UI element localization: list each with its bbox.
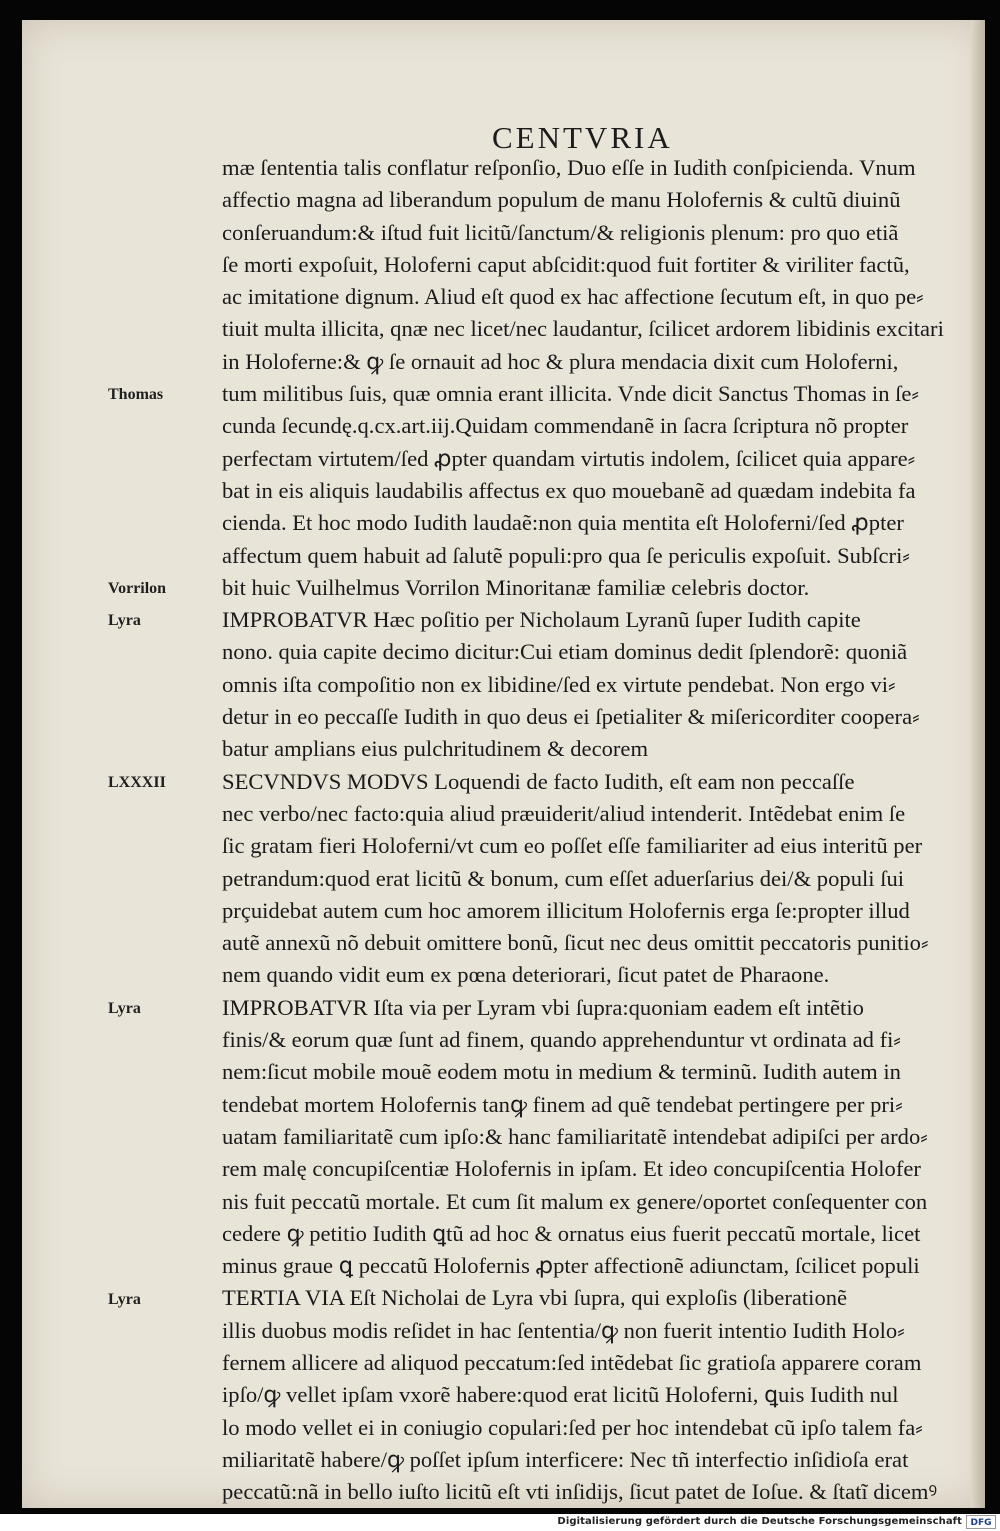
footer-bar [0, 1514, 1000, 1531]
text-line: cedere ꝙ petitio Iudith ꝗtũ ad hoc & ornatus eius fuerit peccatũ mortale, licet [222, 1220, 921, 1246]
text-line: prçuidebat autem cum hoc amorem illicitum Holofernis erga ſe:propter illud [222, 897, 910, 923]
text-line: IMPROBATVR Iſta via per Lyram vbi ſupra:quoniam eadem eſt intẽtio [222, 994, 864, 1020]
book-page [22, 20, 985, 1508]
margin-note: Lyra [108, 1290, 141, 1308]
text-line: batur amplians eius pulchritudinem & decorem [222, 736, 649, 762]
text-line: ſe morti expoſuit, Holoferni caput abſcidit:quod fuit fortiter & viriliter factũ, [222, 251, 910, 277]
text-line: in Holoferne:& ꝙ ſe ornauit ad hoc & plura mendacia dixit cum Holoferni, [222, 348, 899, 374]
text-line: detur in eo peccaſſe Iudith in quo deus ei ſpetialiter & miſericorditer coopera⸗ [222, 704, 920, 730]
body-text [222, 152, 952, 1508]
text-line: minus graue ꝗ peccatũ Holofernis ꝓpter affectionẽ adiunctam, ſcilicet populi [222, 1253, 920, 1279]
text-line: rem malę concupiſcentiæ Holofernis in ipſam. Et ideo concupiſcentia Holofer [222, 1156, 921, 1182]
text-line: tendebat mortem Holofernis tanꝙ finem ad quẽ tendebat pertingere per pri⸗ [222, 1091, 903, 1117]
text-line: cunda ſecundę.q.cx.art.iij.Quidam commendanẽ in ſacra ſcriptura nõ propter [222, 413, 909, 439]
footer-credit: Digitalisierung gefördert durch die Deutsche Forschungsgemeinschaft [557, 1516, 962, 1527]
text-line: TERTIA VIA Eſt Nicholai de Lyra vbi ſupra, qui exploſis (liberationẽ [222, 1285, 848, 1311]
text-line: affectum quem habuit ad ſalutẽ populi:pro qua ſe periculis expoſuit. Subſcri⸗ [222, 542, 910, 568]
text-line: omnis iſta compoſitio non ex libidine/ſed ex virtute pendebat. Non ergo vi⸗ [222, 671, 896, 697]
margin-note: LXXXII [108, 773, 166, 791]
page-edge [971, 20, 985, 1508]
dfg-logo: DFG [966, 1515, 996, 1529]
margin-note: Lyra [108, 612, 141, 630]
text-line: fernem allicere ad aliquod peccatum:ſed intẽdebat ſic gratioſa apparere coram [222, 1349, 922, 1375]
margin-note: Thomas [108, 386, 164, 404]
text-line: nec verbo/nec facto:quia aliud præuiderit/aliud intenderit. Intẽdebat enim ſe [222, 800, 906, 826]
text-line: ac imitatione dignum. Aliud eſt quod ex hac affectione ſecutum eſt, in quo pe⸗ [222, 284, 924, 310]
text-line: bat in eis aliquis laudabilis affectus ex quo mouebanẽ ad quædam indebita fa [222, 477, 916, 503]
text-line: SECVNDVS MODVS Loquendi de facto Iudith, eſt eam non peccaſſe [222, 768, 855, 794]
text-line: perfectam virtutem/ſed ꝓpter quandam virtutis indolem, ſcilicet quia appare⸗ [222, 445, 916, 471]
margin-note: Lyra [108, 999, 141, 1017]
text-line: cienda. Et hoc modo Iudith laudaẽ:non quia mentita eſt Holoferni/ſed ꝓpter [222, 510, 904, 536]
text-line: peccatũ:nã in bello iuſto licitũ eſt vti inſidijs, ſicut patet de Ioſue. & ſtatĩ dicemꝰ [222, 1479, 938, 1505]
text-line: ſic gratam fieri Holoferni/vt cum eo poſſet eſſe familiariter ad eius interitũ per [222, 833, 923, 859]
text-line: nem quando vidit eum ex pœna deteriorari, ſicut patet de Pharaone. [222, 962, 830, 988]
text-line: IMPROBATVR Hæc poſitio per Nicholaum Lyranũ ſuper Iudith capite [222, 607, 861, 633]
text-line: uatam familiaritatẽ cum ipſo:& hanc familiaritatẽ intendebat adipiſci per ardo⸗ [222, 1123, 928, 1149]
margin-note: Vorrilon [108, 579, 167, 597]
text-line: bit huic Vuilhelmus Vorrilon Minoritanæ familiæ celebris doctor. [222, 574, 810, 600]
text-line: petrandum:quod erat licitũ & bonum, cum eſſet aduerſarius dei/& populi ſui [222, 865, 905, 891]
text-line: tum militibus ſuis, quæ omnia erant illicita. Vnde dicit Sanctus Thomas in ſe⸗ [222, 381, 919, 407]
text-line: nis fuit peccatũ mortale. Et cum ſit malum ex genere/oportet conſequenter con [222, 1188, 928, 1214]
text-line: miliaritatẽ habere/ꝙ poſſet ipſum interficere: Nec tñ interfectio inſidioſa erat [222, 1446, 909, 1472]
text-line: lo modo vellet ei in coniugio copulari:ſed per hoc intendebat cũ ipſo talem fa⸗ [222, 1414, 923, 1440]
text-line: nono. quia capite decimo dicitur:Cui etiam dominus dedit ſplendorẽ: quoniã [222, 639, 908, 665]
text-line: finis/& eorum quæ ſunt ad finem, quando apprehenduntur vt ordinata ad fi⸗ [222, 1027, 901, 1053]
text-line: illis duobus modis reſidet in hac ſententia/ꝙ non fuerit intentio Iudith Holo⸗ [222, 1317, 905, 1343]
text-line: affectio magna ad liberandum populum de manu Holofernis & cultũ diuinũ [222, 187, 901, 213]
text-line: mæ ſententia talis conflatur reſponſio, Duo eſſe in Iudith conſpicienda. Vnum [222, 155, 916, 180]
text-line: conſeruandum:& iſtud fuit licitũ/ſanctum/& religionis plenum: pro quo etiã [222, 219, 899, 245]
text-line: tiuit multa illicita, qnæ nec licet/nec laudantur, ſcilicet ardorem libidinis excitari [222, 316, 944, 342]
text-line: autẽ annexũ nõ debuit omittere bonũ, ſicut nec deus omittit peccatoris punitio⸗ [222, 930, 929, 956]
text-line: nem:ſicut mobile mouẽ eodem motu in medium & terminũ. Iudith autem in [222, 1059, 901, 1085]
text-line: ipſo/ꝙ vellet ipſam vxorẽ habere:quod erat licitũ Holoferni, ꝗuis Iudith nul [222, 1382, 899, 1408]
running-header: CENTVRIA [492, 120, 673, 155]
